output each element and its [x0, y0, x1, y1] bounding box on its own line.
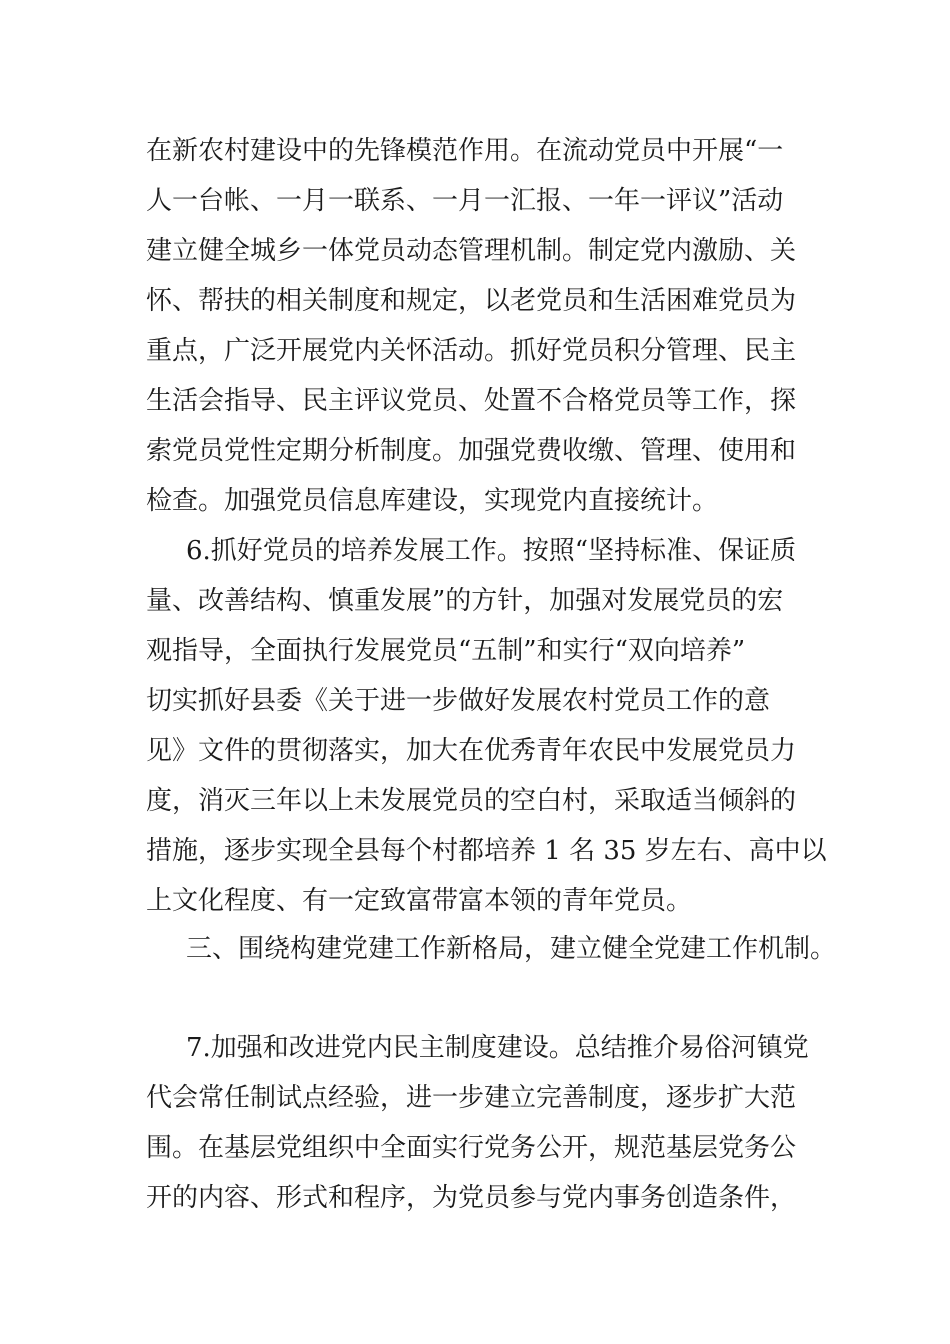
paragraph-line: 围。在基层党组织中全面实行党务公开，规范基层党务公 — [146, 1133, 797, 1163]
paragraph-line: 量、改善结构、慎重发展”的方针，加强对发展党员的宏 — [146, 586, 784, 616]
paragraph-line: 切实抓好县委《关于进一步做好发展农村党员工作的意 — [146, 686, 771, 716]
paragraph-line: 索党员党性定期分析制度。加强党费收缴、管理、使用和 — [146, 436, 797, 466]
section-heading-6: 6.抓好党员的培养发展工作。按照“坚持标准、保证质 — [186, 536, 797, 566]
section-heading-7: 7.加强和改进党内民主制度建设。总结推介易俗河镇党 — [186, 1033, 809, 1063]
paragraph-line: 检查。加强党员信息库建设，实现党内直接统计。 — [146, 486, 719, 516]
paragraph-line: 观指导，全面执行发展党员“五制”和实行“双向培养” — [146, 636, 746, 666]
paragraph-line: 上文化程度、有一定致富带富本领的青年党员。 — [146, 886, 693, 916]
paragraph-line: 度，消灭三年以上未发展党员的空白村，采取适当倾斜的 — [146, 786, 797, 816]
paragraph-line: 怀、帮扶的相关制度和规定，以老党员和生活困难党员为 — [146, 286, 797, 316]
paragraph-line: 开的内容、形式和程序，为党员参与党内事务创造条件， — [146, 1183, 797, 1213]
paragraph-line: 人一台帐、一月一联系、一月一汇报、一年一评议”活动 — [146, 186, 784, 216]
paragraph-line: 生活会指导、民主评议党员、处置不合格党员等工作，探 — [146, 386, 797, 416]
paragraph-line: 建立健全城乡一体党员动态管理机制。制定党内激励、关 — [146, 236, 797, 266]
paragraph-line: 重点，广泛开展党内关怀活动。抓好党员积分管理、民主 — [146, 336, 797, 366]
paragraph-line: 见》文件的贯彻落实，加大在优秀青年农民中发展党员力 — [146, 736, 797, 766]
paragraph-line: 措施，逐步实现全县每个村都培养 1 名 35 岁左右、高中以 — [146, 836, 827, 866]
section-heading-3: 三、围绕构建党建工作新格局，建立健全党建工作机制。 — [186, 934, 837, 964]
paragraph-line: 代会常任制试点经验，进一步建立完善制度，逐步扩大范 — [146, 1083, 797, 1113]
paragraph-line: 在新农村建设中的先锋模范作用。在流动党员中开展“一 — [146, 136, 784, 166]
